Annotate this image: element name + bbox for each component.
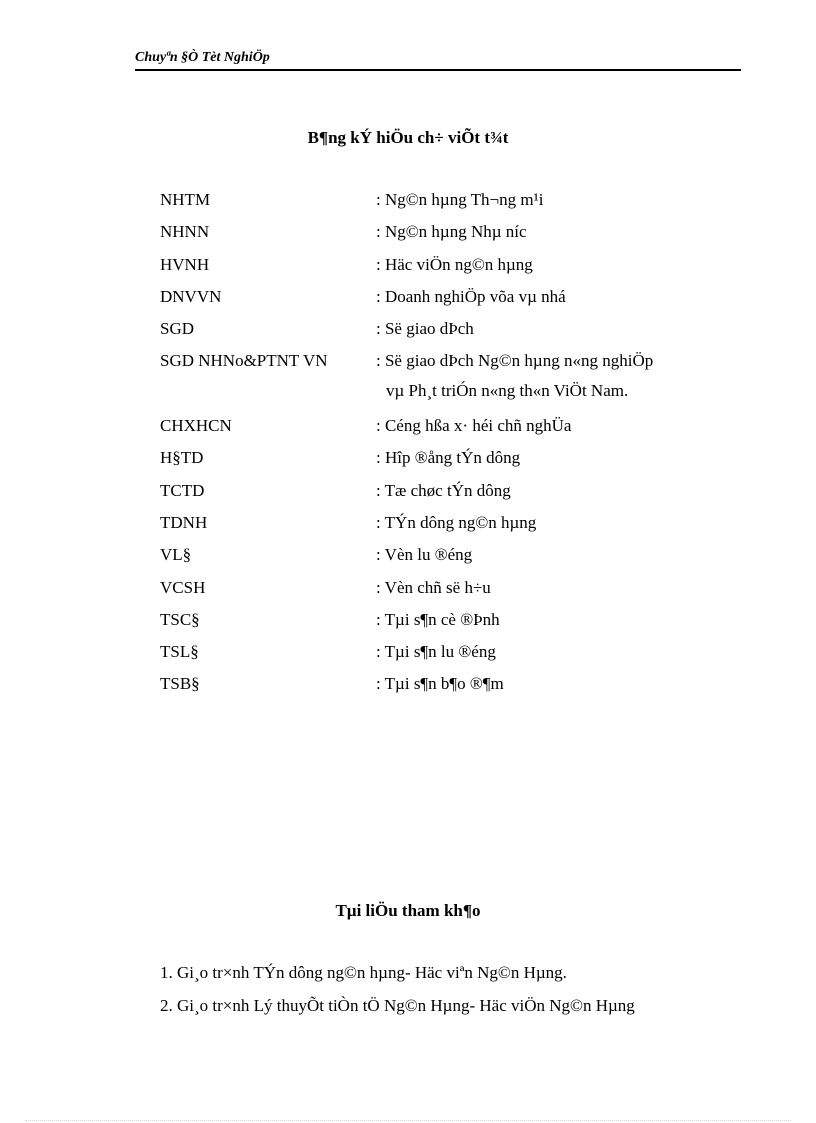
- reference-item: 2. Gi¸o tr×nh Lý thuyÕt tiÒn tÖ Ng©n Hµng- Häc viÖn Ng©n Hµng: [160, 996, 635, 1015]
- abbreviation-term: VL§: [160, 545, 192, 565]
- abbreviation-definition: : TÝn dông ng©n hµng: [376, 512, 537, 532]
- abbreviation-term: VCSH: [160, 577, 206, 597]
- abbreviation-definition: : Ng©n hµng Nhµ níc: [376, 222, 527, 242]
- reference-item: 1. Gi¸o tr×nh TÝn dông ng©n hµng- Häc viªn Ng©n Hµng.: [160, 963, 567, 982]
- abbreviation-definition: : Tµi s¶n b¶o ®¶m: [376, 674, 504, 694]
- abbreviation-definition: : Vèn lu ®éng: [376, 545, 473, 565]
- abbreviation-definition: : Së giao dÞch: [376, 319, 474, 339]
- abbreviation-row: [160, 481, 740, 513]
- abbreviation-row: [160, 255, 740, 287]
- abbreviation-row: [160, 351, 740, 416]
- abbreviation-definition: : Doanh nghiÖp võa vµ nhá: [376, 286, 566, 306]
- abbreviation-term: TCTD: [160, 480, 205, 500]
- abbreviation-row: [160, 190, 740, 222]
- abbreviation-row: [160, 674, 740, 706]
- abbreviation-term: TSC§: [160, 609, 200, 629]
- abbreviation-row: [160, 416, 740, 448]
- page-bottom-rule: [25, 1120, 791, 1121]
- abbreviation-term: HVNH: [160, 254, 210, 274]
- abbreviation-row: [160, 610, 740, 642]
- abbreviation-definition: : Së giao dÞch Ng©n hµng n«ng nghiÖp: [376, 351, 654, 371]
- abbreviation-term: TSB§: [160, 674, 200, 694]
- abbreviation-row: [160, 513, 740, 545]
- abbreviation-term: H§TD: [160, 448, 204, 468]
- abbreviation-term: TDNH: [160, 512, 208, 532]
- references-title: Tµi liÖu tham kh¶o: [335, 901, 481, 920]
- abbreviation-row: [160, 578, 740, 610]
- abbreviation-row: [160, 545, 740, 577]
- abbreviation-row: [160, 319, 740, 351]
- abbreviation-row: [160, 642, 740, 674]
- abbreviation-definition: : Tµi s¶n lu ®éng: [376, 642, 496, 662]
- abbreviation-row: [160, 448, 740, 480]
- abbreviation-term: SGD: [160, 319, 195, 339]
- abbreviation-row: [160, 287, 740, 319]
- abbreviation-definition: : Ng©n hµng Th¬ng m¹i: [376, 190, 544, 209]
- abbreviation-definition: : Vèn chñ së h÷u: [376, 577, 491, 597]
- abbreviation-definition: : Céng hßa x· héi chñ nghÜa: [376, 416, 572, 436]
- abbreviation-definition: : Häc viÖn ng©n hµng: [376, 254, 533, 274]
- abbreviation-term: DNVVN: [160, 286, 222, 306]
- abbreviation-definition: : Hîp ®ång tÝn dông: [376, 448, 521, 468]
- reference-list: [160, 963, 760, 1029]
- abbreviation-row: [160, 222, 740, 254]
- abbreviation-definition: : Tµi s¶n cè ®Þnh: [376, 609, 500, 629]
- abbreviations-title: B¶ng kÝ hiÖu ch÷ viÕt t¾t: [307, 128, 509, 147]
- abbreviation-term: NHTM: [160, 190, 211, 209]
- abbreviation-term: SGD NHNo&PTNT VN: [160, 351, 328, 371]
- page-header: [135, 48, 741, 71]
- abbreviation-term: TSL§: [160, 642, 199, 662]
- abbreviation-definition-multiline: [376, 351, 653, 401]
- header-title: Chuyªn §Ò Tèt NghiÖp: [135, 50, 270, 65]
- abbreviation-term: CHXHCN: [160, 416, 232, 436]
- abbreviation-definition: : Tæ chøc tÝn dông: [376, 480, 511, 500]
- abbreviation-list: [160, 190, 740, 707]
- abbreviation-definition-continuation: vµ Ph¸t triÓn n«ng th«n ViÖt Nam.: [386, 381, 629, 401]
- abbreviation-term: NHNN: [160, 222, 210, 242]
